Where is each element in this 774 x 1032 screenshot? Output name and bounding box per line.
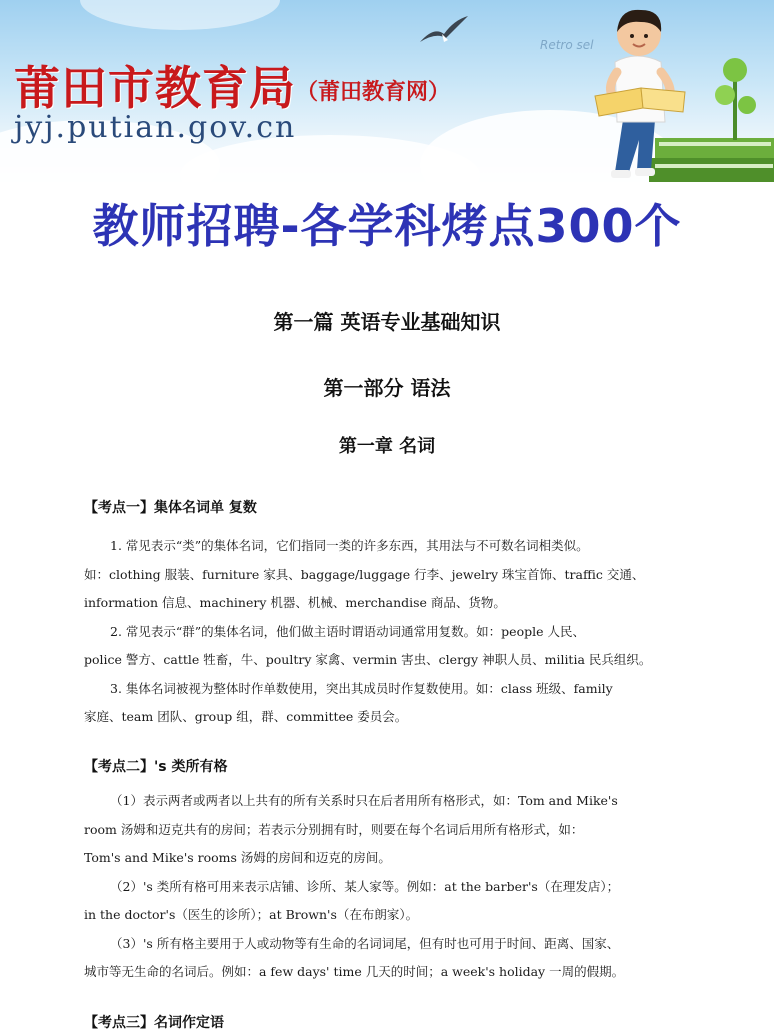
text-line: police 警方、cattle 牲畜，牛、poultry 家禽、vermin 害虫、clergy 神职人员、militia 民兵组织。 — [84, 652, 652, 667]
site-url: jyj.putian.gov.cn — [14, 110, 297, 145]
part-title: 第一篇 英语专业基础知识 — [273, 310, 501, 334]
section-title: 第一部分 语法 — [323, 376, 451, 400]
text-line: 城市等无生命的名词后。例如：a few days' time 几天的时间；a week's holiday 一周的假期。 — [84, 964, 625, 979]
chapter-title: 第一章 名词 — [338, 436, 436, 457]
text-line: room 汤姆和迈克共有的房间；若表示分别拥有时，则要在每个名词后用所有格形式，如： — [84, 821, 584, 837]
text-line: （1）表示两者或两者以上共有的所有关系时只在后者用所有格形式，如：Tom and Mike's — [110, 793, 618, 808]
text-line: in the doctor's（医生的诊所）；at Brown's（在布朗家）。 — [84, 907, 419, 922]
main-headline: 教师招聘-各学科烤点300个 — [92, 199, 682, 253]
kaodian-3-heading: 【考点三】名词作定语 — [84, 1015, 224, 1031]
kaodian-1-body — [84, 532, 700, 732]
kaodian-2-body — [84, 787, 700, 987]
text-line: 如：clothing 服装、furniture 家具、baggage/luggage 行李、jewelry 珠宝首饰、traffic 交通、 — [84, 566, 645, 582]
banner-decor-text: Retro sel — [540, 38, 594, 52]
seagull-icon — [418, 12, 470, 54]
cloud-decoration — [80, 0, 280, 30]
text-line: 2. 常见表示“群”的集体名词，他们做主语时谓语动词通常用复数。如：people 人民、 — [110, 623, 585, 639]
text-line: information 信息、machinery 机器、机械、merchandise 商品、货物。 — [84, 595, 506, 610]
text-line: 3. 集体名词被视为整体时作单数使用，突出其成员时作复数使用。如：class 班级、family — [110, 680, 613, 696]
header-banner — [0, 0, 774, 182]
text-line: Tom's and Mike's rooms 汤姆的房间和迈克的房间。 — [84, 850, 391, 865]
text-line: （2）'s 类所有格可用来表示店铺、诊所、某人家等。例如：at the barber's（在理发店）； — [110, 878, 620, 894]
kaodian-2-heading: 【考点二】's 类所有格 — [84, 759, 228, 775]
kaodian-1-heading: 【考点一】集体名词单 复数 — [84, 500, 257, 516]
site-subtitle: （莆田教育网） — [296, 79, 451, 105]
text-line: （3）'s 所有格主要用于人或动物等有生命的名词词尾，但有时也可用于时间、距离、国家、 — [110, 935, 620, 951]
text-line: 家庭、team 团队、group 组，群、committee 委员会。 — [84, 709, 408, 724]
site-title: 莆田市教育局 — [14, 61, 296, 115]
child-reading-illustration — [585, 0, 774, 182]
text-line: 1. 常见表示“类”的集体名词，它们指同一类的许多东西，其用法与不可数名词相类似。 — [110, 538, 589, 553]
